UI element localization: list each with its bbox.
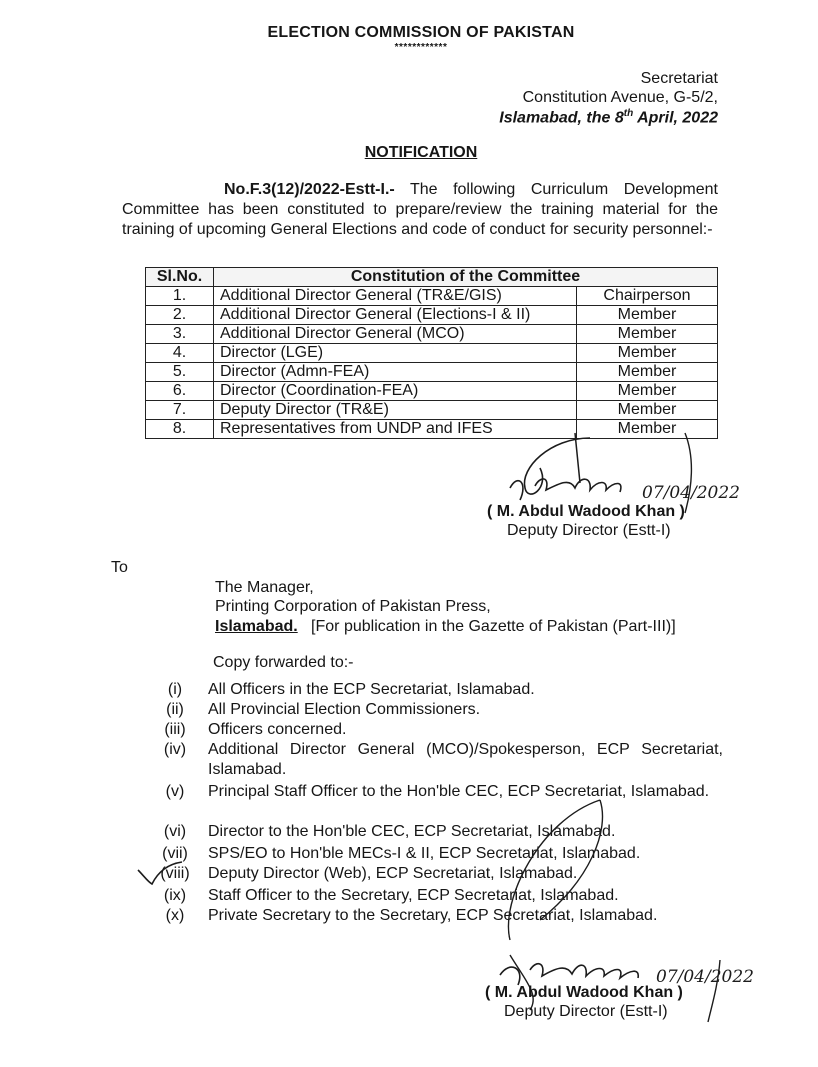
list-item-number: (x) [165, 907, 185, 924]
addressee-line-1: The Manager, [215, 579, 314, 596]
row-role: Member [577, 363, 718, 382]
list-item-text: All Officers in the ECP Secretariat, Islamabad. [208, 681, 535, 698]
committee-table [145, 267, 718, 439]
row-sl-no: 5. [146, 363, 214, 382]
list-item-text: Staff Officer to the Secretary, ECP Secretariat, Islamabad. [208, 887, 619, 904]
list-item-number: (iii) [164, 721, 186, 738]
row-sl-no: 3. [146, 325, 214, 344]
list-item-text: Principal Staff Officer to the Hon'ble CEC, ECP Secretariat, Islamabad. [208, 783, 710, 800]
reference-number: No.F.3(12)/2022-Estt-I.- [224, 181, 395, 198]
date-superscript: th [623, 108, 634, 119]
addressee-line-3 [215, 618, 676, 636]
row-role: Member [577, 306, 718, 325]
address-line-1: Secretariat [640, 70, 718, 87]
notification-paragraph [122, 180, 718, 240]
row-sl-no: 8. [146, 420, 214, 439]
row-member: Deputy Director (TR&E) [214, 401, 577, 420]
row-role: Member [577, 420, 718, 439]
header-sl-no: Sl.No. [146, 268, 214, 287]
list-item-number: (i) [167, 681, 183, 698]
list-item-text: Private Secretary to the Secretary, ECP Secretariat, Islamabad. [208, 907, 658, 924]
copy-forwarded-label: Copy forwarded to:- [213, 654, 354, 671]
row-member: Director (Coordination-FEA) [214, 382, 577, 401]
row-role: Member [577, 325, 718, 344]
list-item-number: (vii) [162, 845, 188, 862]
list-item-number: (ix) [163, 887, 187, 904]
signature-1-name: ( M. Abdul Wadood Khan ) [487, 503, 685, 520]
list-item-text: SPS/EO to Hon'ble MECs-I & II, ECP Secretariat, Islamabad. [208, 845, 641, 862]
heading-stars: ************ [394, 42, 448, 53]
table-row [146, 306, 718, 325]
addressee-city: Islamabad. [215, 618, 298, 635]
table-header-row [146, 268, 718, 287]
table-row [146, 382, 718, 401]
list-item-number: (viii) [160, 865, 190, 882]
row-sl-no: 1. [146, 287, 214, 306]
signature-1-designation: Deputy Director (Estt-I) [507, 522, 671, 539]
notification-date [499, 108, 718, 127]
list-item-text: Officers concerned. [208, 721, 347, 738]
address-line-2: Constitution Avenue, G-5/2, [522, 89, 718, 106]
row-member: Representatives from UNDP and IFES [214, 420, 577, 439]
signature-loop-mark [480, 790, 680, 950]
row-member: Director (Admn-FEA) [214, 363, 577, 382]
tick-mark [136, 858, 186, 888]
list-item-number: (iv) [163, 741, 187, 758]
table-row [146, 344, 718, 363]
row-sl-no: 4. [146, 344, 214, 363]
row-sl-no: 7. [146, 401, 214, 420]
row-member: Additional Director General (MCO) [214, 325, 577, 344]
gazette-note: [For publication in the Gazette of Pakistan (Part-III)] [311, 618, 676, 635]
row-sl-no: 6. [146, 382, 214, 401]
table-row [146, 363, 718, 382]
row-role: Member [577, 382, 718, 401]
organization-heading: ELECTION COMMISSION OF PAKISTAN [267, 24, 575, 41]
to-label: To [111, 559, 128, 576]
row-role: Chairperson [577, 287, 718, 306]
list-item-number: (v) [165, 783, 185, 800]
row-member: Additional Director General (TR&E/GIS) [214, 287, 577, 306]
list-item-text: All Provincial Election Commissioners. [208, 701, 481, 718]
list-item-text: Director to the Hon'ble CEC, ECP Secretariat, Islamabad. [208, 823, 616, 840]
header-constitution: Constitution of the Committee [214, 268, 718, 287]
list-item-text: Additional Director General (MCO)/Spokesperson, ECP Secretariat, Islamabad. [208, 741, 723, 778]
paragraph-text: The following Curriculum Development Committee has been constituted to prepare/review the training material for the training of upcoming General Elections and code of conduct for security personnel:- [122, 181, 718, 238]
row-member: Additional Director General (Elections-I & II) [214, 306, 577, 325]
signature-2-date: 07/04/2022 [656, 967, 754, 987]
row-role: Member [577, 401, 718, 420]
table-row [146, 325, 718, 344]
addressee-line-2: Printing Corporation of Pakistan Press, [215, 598, 491, 615]
table-row [146, 401, 718, 420]
signature-2-name: ( M. Abdul Wadood Khan ) [485, 984, 683, 1001]
row-sl-no: 2. [146, 306, 214, 325]
list-item-number: (ii) [166, 701, 184, 718]
row-member: Director (LGE) [214, 344, 577, 363]
signature-1-date: 07/04/2022 [642, 483, 740, 503]
list-item-number: (vi) [163, 823, 187, 840]
list-item-text: Deputy Director (Web), ECP Secretariat, Islamabad. [208, 865, 578, 882]
notification-title: NOTIFICATION [364, 144, 478, 161]
date-prefix: Islamabad, the 8 [499, 109, 624, 127]
table-row [146, 287, 718, 306]
date-suffix: April, 2022 [633, 109, 718, 127]
row-role: Member [577, 344, 718, 363]
signature-2-designation: Deputy Director (Estt-I) [504, 1003, 668, 1020]
committee-table-body [146, 287, 718, 439]
